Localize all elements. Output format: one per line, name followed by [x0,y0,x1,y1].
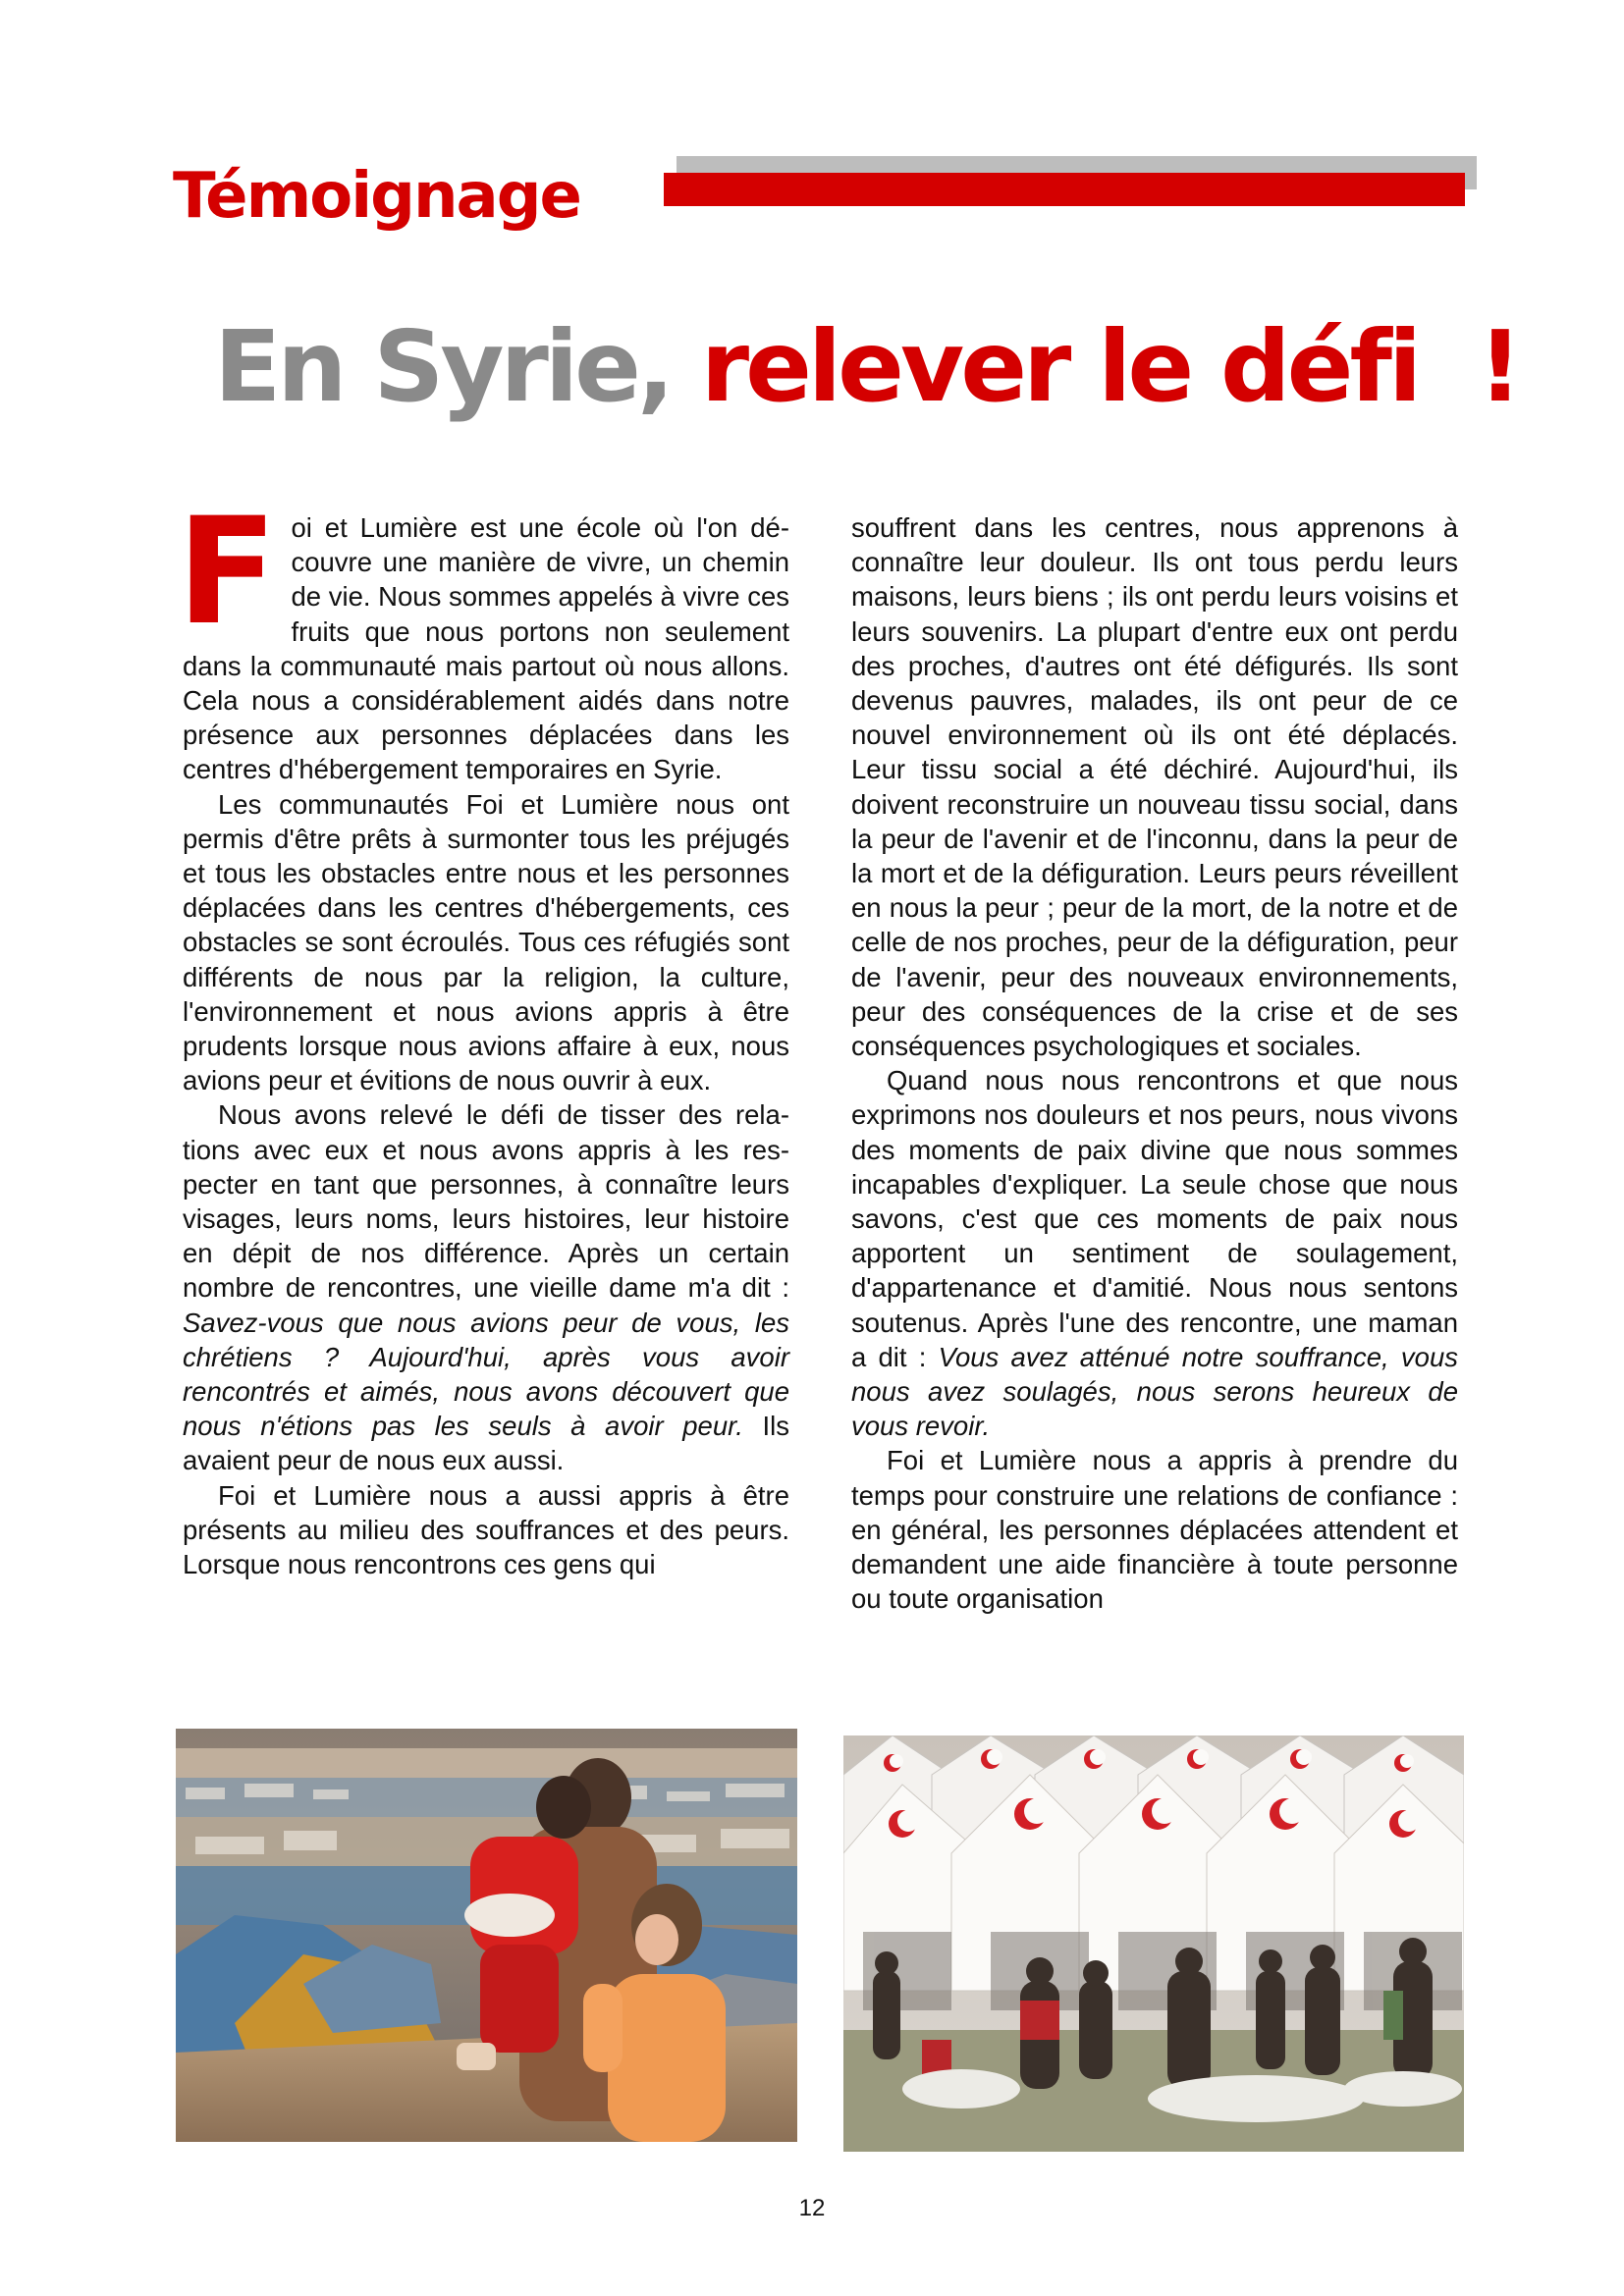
paragraph [851,510,1458,1063]
article-column-right [851,510,1458,1617]
quote-text: Savez-vous que nous avions peur de vous, les chrétiens ? Aujourd'hui, après vous avoir rencontrés et aimés, nous avons découvert que nous n'étions pas les seuls à avoir peur. [183,1307,789,1442]
drop-cap: F [177,487,278,658]
paragraph-text: Foi et Lumière nous a appris à prendre du temps pour construire une relations de confiance : en général, les personnes déplacées attendent et demandent une aide financière à toute personne ou toute organisation [851,1445,1458,1615]
paragraph [183,1097,789,1477]
paragraph-text: Ils avaient peur de nous eux aussi. [183,1411,790,1476]
paragraph-text: Nous avons relevé le défi de tisser des relations avec eux et nous avons appris à les respecter en tant que personnes, à connaître leurs visages, leurs noms, leurs histoires, leur histoire en dépit de nos différence. Après un certain nombre de rencontres, une vieille dame m'a dit : [183,1099,789,1304]
paragraph-text: Les communautés Foi et Lumière nous ont permis d'être prêts à surmonter tous les préjugés et tous les obstacles entre nous et les personnes déplacées dans les centres d'hébergements, ces obstacles se sont écroulés. Tous ces réfugiés sont différents de nous par la religion, la culture, l'environnement et nous avions appris à être prudents lorsque nous avions affaire à eux, nous avions peur et évitions de nous ouvrir à eux. [183,788,789,1096]
header-rule [664,173,1465,206]
paragraph [177,487,789,787]
page-title [214,309,1519,424]
red-crescent-tents-photo [843,1735,1464,2152]
section-label: Témoignage [173,160,580,233]
paragraph [183,787,789,1098]
paragraph-text: Foi et Lumière nous a aussi appris à être présents au milieu des souffrances et des peurs. Lorsque nous rencontrons ces gens qui [183,1479,789,1580]
title-exclamation: ! [1478,309,1519,424]
quote-text: Vous avez atténué notre souffrance, vous nous avez soulagés, nous serons heureux de vous revoir. [851,1341,1458,1442]
paragraph [851,1063,1458,1443]
refugee-camp-children-photo [176,1729,797,2142]
title-part-gray: En Syrie, [214,309,671,424]
paragraph [851,1443,1458,1616]
page-number: 12 [798,2195,826,2221]
paragraph [183,1478,789,1582]
paragraph-text: Quand nous nous rencontrons et que nous exprimons nos douleurs et nos peurs, nous vivons des moments de paix divine que nous sommes incapables d'expliquer. La seule chose que nous savons, c'est que ces moments de paix nous apportent un sentiment de soulagement, d'appartenance et d'amitié. Nous nous sentons soutenus. Après l'une des rencontre, une maman a dit : [851,1065,1458,1372]
article-column-left [177,487,790,1581]
paragraph-text: oi et Lumière est une école où l'on découvre une manière de vivre, un chemin de vie. Nous sommes appelés à vivre ces fruits que nous portons non seulement dans la communauté mais partout où nous allons. Cela nous a considérablement aidés dans notre présence aux personnes déplacées dans les centres d'hébergement temporaires en Syrie. [183,512,789,785]
title-part-red: relever le défi [700,309,1419,424]
paragraph-text: souffrent dans les centres, nous apprenons à connaître leur douleur. Ils ont tous perdu leurs maisons, leurs biens ; ils ont perdu leurs voisins et leurs souvenirs. La plupart d'entre eux ont perdu des proches, d'autres ont été défigurés. Ils sont devenus pauvres, malades, ils ont peur de ce nouvel environnement où ils ont été déplacés. Leur tissu social a été déchiré. Aujourd'hui, ils doivent reconstruire un nouveau tissu social, dans la peur de l'avenir et de l'inconnu, dans la peur de la mort et de la défiguration. Leurs peurs réveillent en nous la peur ; peur de la mort, de la notre et de celle de nos proches, peur de la défiguration, peur de l'avenir, peur des nouveaux environnements, peur des conséquences de la crise et de ses conséquences psychologiques et sociales. [851,512,1458,1062]
